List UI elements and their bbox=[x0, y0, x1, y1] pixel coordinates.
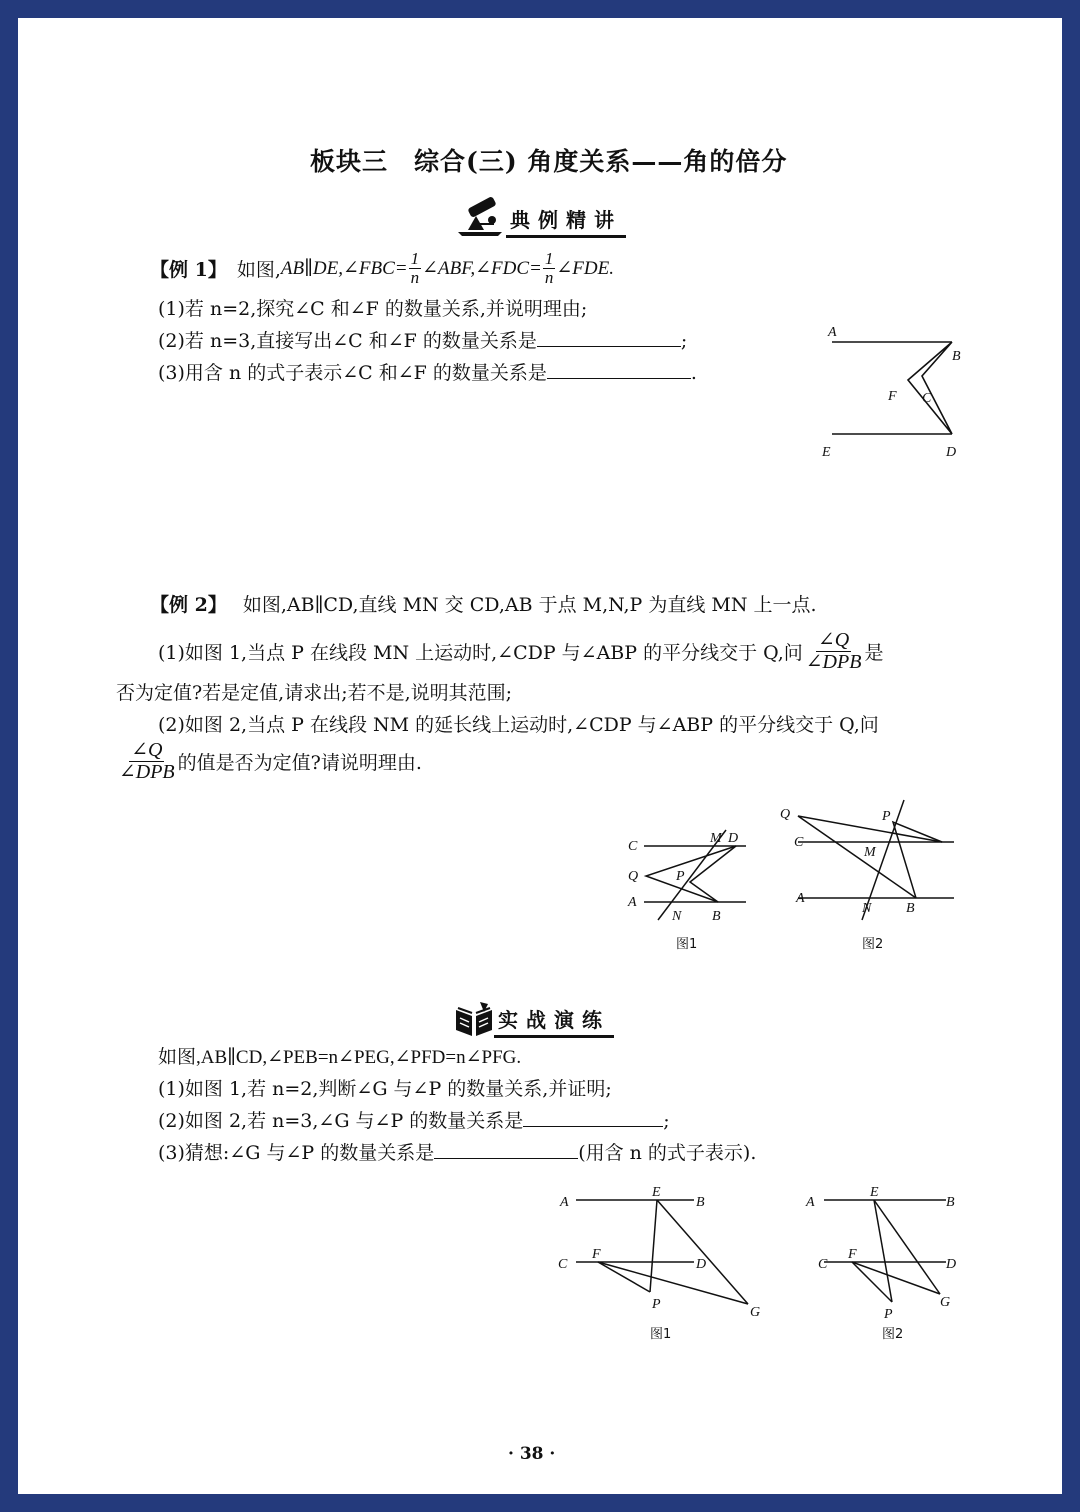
example1-figure bbox=[814, 322, 964, 458]
figure-label: E bbox=[652, 1185, 661, 1200]
fraction-numerator: ∠Q bbox=[131, 739, 163, 761]
example2-q2-cont bbox=[116, 740, 422, 783]
figure-label: G bbox=[940, 1295, 951, 1310]
figure-label: G bbox=[750, 1305, 761, 1320]
practice-heading bbox=[454, 1000, 614, 1038]
figure-label: A bbox=[628, 895, 637, 910]
figure-label: N bbox=[862, 901, 872, 916]
figure-label: B bbox=[952, 349, 961, 364]
example1-q3 bbox=[158, 358, 697, 385]
figure-caption: 图1 bbox=[676, 937, 698, 952]
practice-q3-text: (3)猜想:∠G 与∠P 的数量关系是 bbox=[158, 1142, 435, 1164]
practice-figure-2 bbox=[800, 1182, 960, 1342]
figure-label: E bbox=[870, 1185, 879, 1200]
figure-label: D bbox=[946, 445, 957, 458]
answer-blank[interactable] bbox=[523, 1108, 663, 1127]
books-icon bbox=[454, 1000, 494, 1038]
figure-label: N bbox=[672, 909, 682, 924]
fraction-numerator: 1 bbox=[544, 249, 554, 268]
example1-fraction-2 bbox=[543, 250, 556, 287]
example1-stem-d: ∠FDE. bbox=[556, 257, 614, 279]
practice-q1: (1)如图 1,若 n=2,判断∠G 与∠P 的数量关系,并证明; bbox=[158, 1078, 612, 1100]
fraction-denominator: n bbox=[410, 267, 420, 287]
example1-q2 bbox=[158, 326, 687, 353]
example1-q3-text: (3)用含 n 的式子表示∠C 和∠F 的数量关系是 bbox=[158, 362, 547, 384]
page-sheet bbox=[18, 18, 1062, 1494]
practice-stem: 如图,AB∥CD,∠PEB=n∠PEG,∠PFD=n∠PFG. bbox=[158, 1047, 522, 1068]
figure-caption: 图1 bbox=[650, 1327, 672, 1342]
figure-label: D bbox=[696, 1257, 707, 1272]
example1-stem-c: ∠ABF,∠FDC= bbox=[422, 257, 542, 279]
example2-fraction bbox=[804, 630, 864, 673]
figure-label: D bbox=[728, 831, 739, 846]
figure-label: A bbox=[560, 1195, 569, 1210]
figure-label: F bbox=[592, 1247, 601, 1262]
practice-figure-1 bbox=[554, 1182, 784, 1342]
figure-label: F bbox=[848, 1247, 857, 1262]
practice-q3-end: (用含 n 的式子表示). bbox=[578, 1142, 757, 1164]
figure-label: P bbox=[884, 1307, 893, 1322]
example2-q1-text: (1)如图 1,当点 P 在线段 MN 上运动时,∠CDP 与∠ABP 的平分线交于 Q,问 bbox=[158, 642, 803, 664]
answer-blank[interactable] bbox=[537, 328, 681, 347]
figure-label: C bbox=[922, 391, 932, 406]
figure-label: F bbox=[888, 389, 897, 404]
example1-stem-a: 如图, bbox=[236, 258, 281, 281]
example2-q1-cont: 否为定值?若是定值,请求出;若不是,说明其范围; bbox=[116, 682, 513, 704]
example2-figure-1 bbox=[618, 824, 758, 956]
figure-label: M bbox=[710, 831, 722, 846]
practice-q3 bbox=[158, 1138, 756, 1165]
fraction-denominator: ∠DPB bbox=[805, 651, 862, 673]
figure-label: D bbox=[946, 1257, 957, 1272]
figure-label: E bbox=[822, 445, 831, 458]
figure-label: M bbox=[864, 845, 876, 860]
figure-label: C bbox=[818, 1257, 828, 1272]
example1-tag: 【例 1】 bbox=[150, 258, 227, 281]
figure-label: A bbox=[796, 891, 805, 906]
fraction-numerator: ∠Q bbox=[818, 629, 850, 651]
example1-q1: (1)若 n=2,探究∠C 和∠F 的数量关系,并说明理由; bbox=[158, 298, 588, 320]
example2-fraction-2 bbox=[117, 740, 177, 783]
example2-q2-text: 的值是否为定值?请说明理由. bbox=[177, 752, 422, 774]
figure-label: B bbox=[946, 1195, 955, 1210]
example2-stem bbox=[150, 590, 817, 617]
figure-label: Q bbox=[780, 807, 791, 822]
example2-q1-trail: 是 bbox=[864, 642, 884, 664]
figure-label: A bbox=[828, 325, 837, 340]
example2-q2: (2)如图 2,当点 P 在线段 NM 的延长线上运动时,∠CDP 与∠ABP 的平分线交于 Q,问 bbox=[158, 714, 879, 736]
example1-stem-b: AB∥DE,∠FBC= bbox=[280, 257, 408, 279]
example1-q2-end: ; bbox=[680, 330, 688, 352]
fraction-denominator: ∠DPB bbox=[119, 761, 175, 783]
fraction-denominator: n bbox=[544, 267, 554, 287]
example2-tag: 【例 2】 bbox=[150, 594, 227, 616]
example1-fraction-1 bbox=[409, 250, 422, 287]
example1-stem bbox=[150, 250, 614, 287]
practice-q2 bbox=[158, 1106, 670, 1133]
practice-q2-text: (2)如图 2,若 n=3,∠G 与∠P 的数量关系是 bbox=[158, 1110, 524, 1132]
figure-label: Q bbox=[628, 869, 639, 884]
page-title: 板块三 综合(三) 角度关系——角的倍分 bbox=[310, 147, 788, 176]
example2-figure-2 bbox=[778, 798, 958, 956]
examples-heading-text: 典例精讲 bbox=[506, 204, 626, 238]
answer-blank[interactable] bbox=[547, 360, 691, 379]
figure-label: B bbox=[696, 1195, 705, 1210]
figure-label: B bbox=[906, 901, 915, 916]
example1-q3-end: . bbox=[690, 362, 697, 384]
example2-stem-text: 如图,AB∥CD,直线 MN 交 CD,AB 于点 M,N,P 为直线 MN 上一点. bbox=[242, 594, 817, 616]
figure-caption: 图2 bbox=[882, 1327, 904, 1342]
figure-label: P bbox=[652, 1297, 661, 1312]
figure-caption: 图2 bbox=[862, 937, 884, 952]
practice-q2-end: ; bbox=[663, 1110, 670, 1132]
fraction-numerator: 1 bbox=[410, 249, 420, 268]
practice-heading-text: 实战演练 bbox=[494, 1004, 614, 1038]
page-number: · 38 · bbox=[508, 1444, 556, 1464]
examples-heading bbox=[454, 194, 626, 238]
example1-q2-text: (2)若 n=3,直接写出∠C 和∠F 的数量关系是 bbox=[158, 330, 537, 352]
figure-label: B bbox=[712, 909, 721, 924]
figure-label: C bbox=[628, 839, 638, 854]
figure-label: C bbox=[794, 835, 804, 850]
figure-label: P bbox=[676, 869, 685, 884]
figure-label: P bbox=[882, 809, 891, 824]
figure-label: C bbox=[558, 1257, 568, 1272]
figure-label: A bbox=[806, 1195, 815, 1210]
answer-blank[interactable] bbox=[434, 1140, 578, 1159]
telescope-icon bbox=[454, 194, 506, 238]
example2-q1 bbox=[158, 630, 883, 673]
